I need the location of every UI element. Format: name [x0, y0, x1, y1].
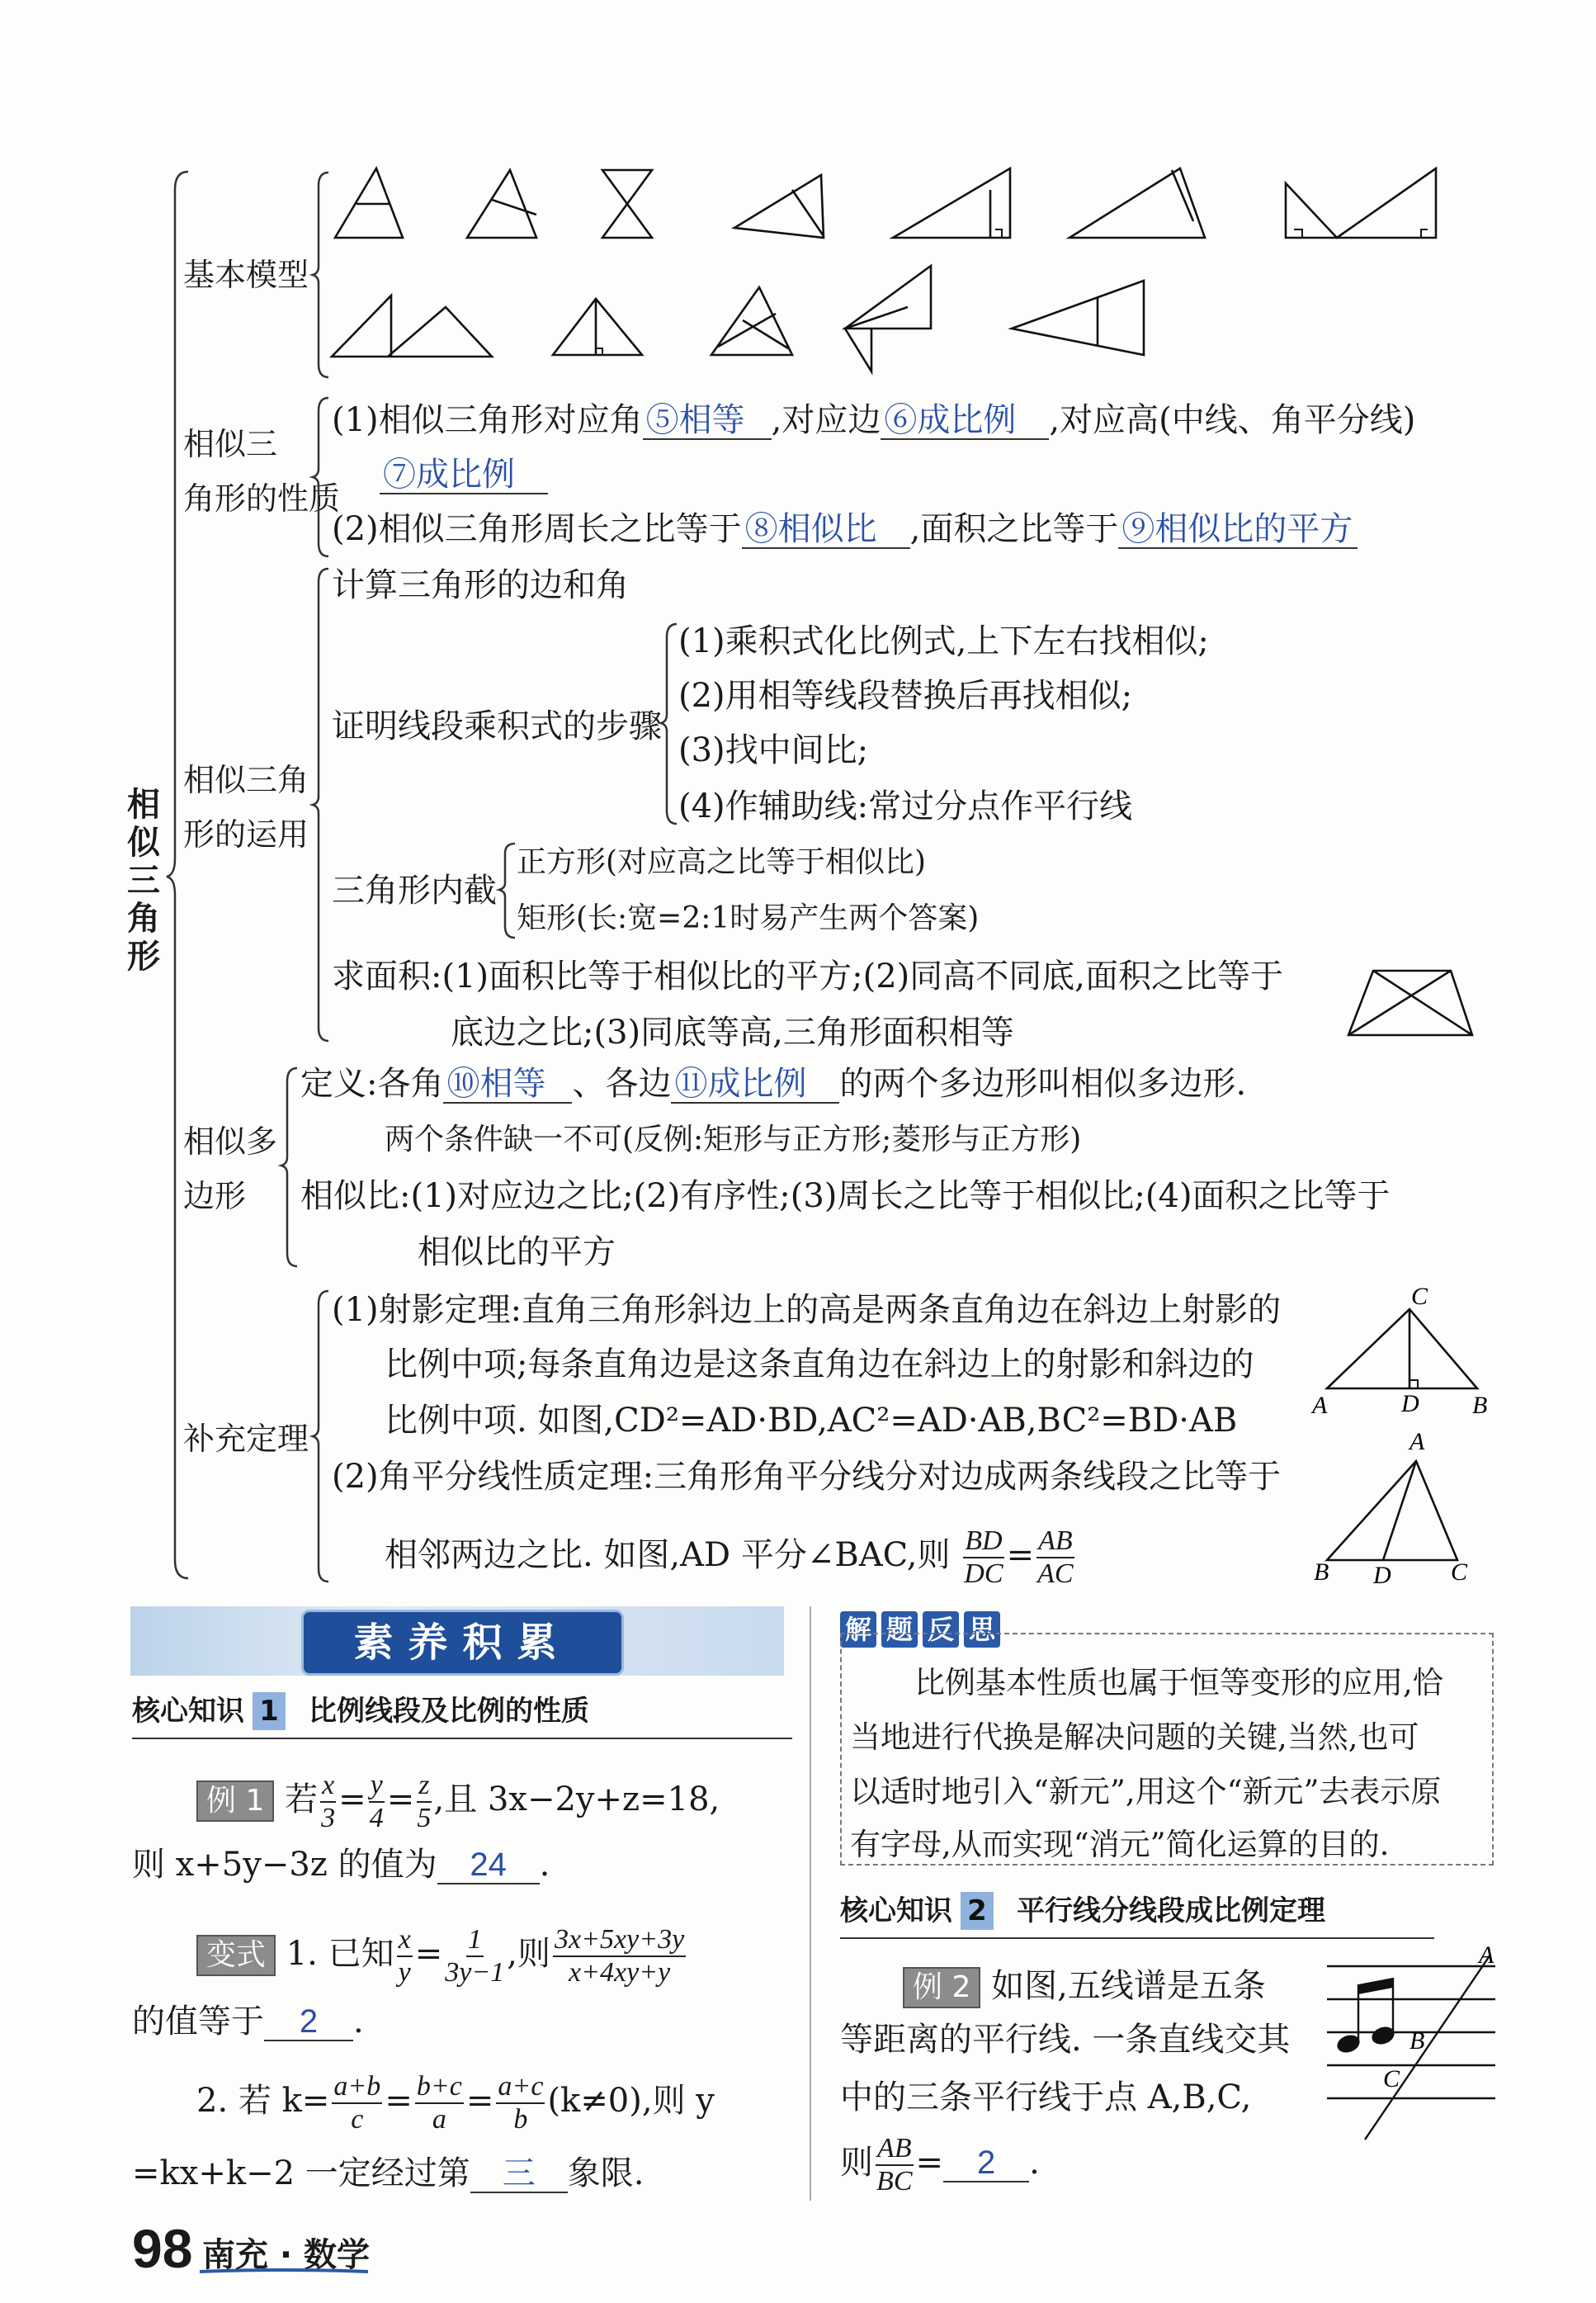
property-1-line [332, 400, 1415, 441]
frac-v1-3y-1: 3y−1 [445, 1957, 505, 1988]
frac-3: 3 [321, 1803, 336, 1833]
polygons-label-line1: 相似多 [183, 1123, 278, 1160]
applications-label-line2: 形的运用 [183, 816, 309, 853]
reflection-line-2: 当地进行代换是解决问题的关键,当然,也可 [850, 1719, 1419, 1755]
proof-step-2: (2)用相等线段替换后再找相似; [678, 677, 1133, 715]
app-proof: 证明线段乘积式的步骤 [332, 707, 662, 745]
fraction-ab-den: AC [1037, 1558, 1074, 1589]
app-inscribed: 三角形内截 [332, 872, 497, 910]
property-1-line2 [380, 454, 548, 495]
fig1-label-a: A [1312, 1392, 1328, 1419]
projection-figure [1312, 1283, 1494, 1419]
k2-number: 2 [961, 1892, 994, 1930]
example-2-tag: 例 2 [903, 1967, 980, 2008]
property-2-text-b: ,面积之比等于 [909, 510, 1119, 548]
frac-v1-den: x+4xy+y [569, 1957, 671, 1988]
frac-z: z [417, 1770, 431, 1803]
fig2-label-b: B [1314, 1558, 1329, 1586]
frac-v1-y: y [398, 1957, 411, 1988]
fig1-label-b: B [1472, 1392, 1488, 1419]
answer-6: ⑥成比例 [881, 402, 1049, 440]
fraction-expr [553, 1924, 686, 1989]
answer-7: ⑦成比例 [380, 456, 548, 494]
polygons-label-line2: 边形 [183, 1178, 247, 1214]
example-1-line2-text: 则 x+5y−3z 的值为 [132, 1846, 437, 1884]
frac-5: 5 [417, 1803, 432, 1833]
polygon-def-b: 、各边 [572, 1065, 672, 1103]
frac-y: y [369, 1770, 385, 1803]
fraction-ab-ac [1036, 1525, 1074, 1590]
k1-example-line1: 例 1 若 $\frac{x}{3}$ = $\frac{y}{4}$ = $\frac{z}{5}$ ,且 3x−2y+z=18, [196, 1766, 720, 1834]
fig2-label-c: C [1451, 1558, 1468, 1586]
reflect-tag-3: 反 [923, 1611, 959, 1648]
reflect-tag-4: 思 [964, 1611, 1000, 1648]
variant-1-text-b: ,则 [507, 1935, 550, 1973]
fraction-bd-dc [963, 1525, 1003, 1590]
fraction-x-3 [320, 1770, 336, 1834]
proof-step-4: (4)作辅助线:常过分点作平行线 [678, 787, 1133, 825]
fraction-ab-num: AB [1036, 1525, 1074, 1558]
fraction-b-c-a [415, 2071, 464, 2135]
footer-underline [198, 2268, 371, 2275]
frac-v2-3-den: b [513, 2104, 528, 2135]
k2-rule [840, 1937, 1434, 1940]
column-divider [809, 1606, 812, 2201]
inscribed-brace [498, 840, 517, 941]
example-1-text-a: 若 [285, 1780, 319, 1818]
frac-x: x [320, 1770, 336, 1803]
fraction-bd-den: DC [964, 1558, 1003, 1589]
k1-variant-2: 2. 若 k= $\frac{a+b}{c}$ = $\frac{b+c}{a}$ = $\frac{a+c}{b}$ (k≠0),则 y [196, 2071, 715, 2135]
k2-example-line2: 等距离的平行线. 一条直线交其 [840, 2021, 1291, 2059]
k2-label: 核心知识 [840, 1894, 952, 1927]
proof-step-3: (3)找中间比; [678, 731, 869, 769]
frac-v1-x: x [397, 1924, 413, 1957]
reflect-tag-2: 题 [881, 1611, 918, 1648]
banner-title: 素养积累 [301, 1610, 624, 1676]
app-calc: 计算三角形的边和角 [332, 566, 629, 604]
frac-v2-1-den: c [351, 2104, 364, 2135]
k1-label: 核心知识 [132, 1695, 244, 1728]
example-1-answer: 24 [437, 1847, 540, 1884]
k2-heading [840, 1890, 1325, 1932]
k2-example-line1 [903, 1963, 1266, 2009]
basic-models-label: 基本模型 [183, 257, 309, 293]
variant-2-line2-text-a: =kx+k−2 一定经过第 [132, 2154, 470, 2192]
variant-tag: 变式 [196, 1935, 276, 1976]
supplement-brace [312, 1288, 330, 1585]
example-1-tag: 例 1 [196, 1780, 274, 1822]
k2-example-line4: 则 $\frac{AB}{BC}$ = 2 . [840, 2133, 1040, 2197]
property-1-text-a: (1)相似三角形对应角 [332, 401, 643, 439]
fraction-x-y [397, 1924, 413, 1989]
polygon-def-c: 的两个多边形叫相似多边形. [839, 1065, 1247, 1103]
answer-11: ⑪成比例 [671, 1066, 839, 1104]
basic-model-figures [330, 165, 1452, 363]
reflection-line-1: 比例基本性质也属于恒等变形的应用,恰 [914, 1665, 1443, 1700]
supp-1-line1: (1)射影定理:直角三角形斜边上的高是两条直角边在斜边上射影的 [332, 1291, 1282, 1329]
property-1-text-b: ,对应边 [771, 401, 881, 439]
trapezoid-figure [1345, 966, 1477, 1040]
fraction-1-3y-1 [445, 1924, 504, 1989]
polygon-note: 两个条件缺一不可(反例:矩形与正方形;菱形与正方形) [385, 1123, 1082, 1156]
supp-2-text: 相邻两边之比. 如图,AD 平分∠BAC,则 [385, 1536, 951, 1574]
k1-rule [132, 1737, 792, 1740]
k1-example-line2: 则 x+5y−3z 的值为 24 . [132, 1846, 550, 1884]
frac-v1-1: 1 [466, 1924, 484, 1957]
k2-example-line3: 中的三条平行线于点 A,B,C, [840, 2078, 1252, 2116]
fraction-ab-bc [876, 2133, 914, 2197]
fraction-y-4 [369, 1770, 385, 1834]
staff-label-a: A [1479, 1941, 1494, 1969]
applications-label-line1: 相似三角 [183, 762, 309, 798]
fig2-label-a: A [1409, 1428, 1425, 1455]
app-area-2: 底边之比;(3)同底等高,三角形面积相等 [451, 1014, 1014, 1052]
music-staff-figure [1320, 1941, 1502, 2146]
k1-variant-1: 变式 1. 已知 $\frac{x}{y}$ = $\frac{1}{3y-1}$ ,则 $\frac{3x+5xy+3y}{x+4xy+y}$ [196, 1917, 688, 1991]
example-2-line1-text: 如图,五线谱是五条 [991, 1967, 1266, 2005]
inscribed-square: 正方形(对应高之比等于相似比) [517, 845, 927, 879]
k1-variant-2-line2 [132, 2153, 644, 2194]
supp-2-line2: 相邻两边之比. 如图,AD 平分∠BAC,则 $\frac{BD}{DC}$ = $\frac{AB}{AC}$ [385, 1525, 1074, 1589]
fig1-label-c: C [1411, 1283, 1428, 1310]
frac-v2-2-den: a [432, 2104, 446, 2135]
example-1-text-b: ,且 3x−2y+z=18, [433, 1780, 720, 1818]
variant-2-line2-text-b: 象限. [567, 2154, 645, 2192]
supp-1-line2: 比例中项;每条直角边是这条直角边在斜边上的射影和斜边的 [385, 1345, 1254, 1383]
fraction-bd-num: BD [963, 1525, 1003, 1558]
frac-4: 4 [369, 1803, 384, 1833]
variant-1-text-a: 1. 已知 [286, 1935, 394, 1973]
frac-v2-1-num: a+b [332, 2071, 382, 2104]
answer-10: ⑩相等 [443, 1066, 572, 1104]
polygons-brace [281, 1065, 299, 1271]
frac-bc: BC [876, 2166, 913, 2197]
example-2-line4-text: 则 [840, 2144, 873, 2182]
polygon-ratio-1: 相似比:(1)对应边之比;(2)有序性;(3)周长之比等于相似比;(4)面积之比等于 [300, 1177, 1391, 1215]
staff-label-c: C [1383, 2065, 1400, 2093]
staff-label-b: B [1409, 2027, 1425, 2055]
frac-v2-3-num: a+c [496, 2071, 545, 2104]
variant-1-answer: 2 [264, 2003, 353, 2041]
example-2-answer: 2 [943, 2145, 1029, 2182]
k2-title: 平行线分线段成比例定理 [1017, 1894, 1325, 1927]
frac-v2-2-num: b+c [415, 2071, 464, 2104]
variant-2-text-b: (k≠0),则 y [547, 2082, 715, 2120]
supplement-label: 补充定理 [183, 1421, 309, 1457]
footer-title: 南充 · 数学 [202, 2236, 371, 2274]
chapter-title: 相似三角形 [127, 786, 160, 976]
answer-5: ⑤相等 [643, 402, 772, 440]
k1-title: 比例线段及比例的性质 [309, 1695, 589, 1728]
supp-1-line3: 比例中项. 如图,CD²=AD·BD,AC²=AD·AB,BC²=BD·AB [385, 1402, 1238, 1440]
polygons-label [183, 1114, 277, 1223]
reflection-line-4: 有字母,从而实现“消元”简化运算的目的. [850, 1827, 1390, 1862]
chapter-brace [165, 165, 190, 1585]
basic-models-brace [312, 169, 330, 380]
fraction-a-b-c [332, 2071, 382, 2135]
answer-8: ⑧相似比 [742, 511, 910, 549]
polygon-definition [300, 1063, 1246, 1104]
answer-9: ⑨相似比的平方 [1118, 511, 1358, 549]
fraction-a-c-b [496, 2071, 545, 2135]
applications-brace [312, 565, 330, 1044]
applications-label [183, 753, 309, 862]
k1-variant-1-line2: 的值等于 2 . [132, 2003, 364, 2041]
properties-label-line1: 相似三 [183, 426, 278, 462]
variant-2-text-a: 2. 若 k= [196, 2082, 330, 2120]
bisector-figure [1312, 1428, 1477, 1589]
fig1-label-d: D [1401, 1390, 1419, 1417]
properties-brace [312, 395, 330, 560]
page-number: 98 [132, 2218, 193, 2279]
app-area-1: 求面积:(1)面积比等于相似比的平方;(2)同高不同底,面积之比等于 [332, 958, 1283, 995]
reflect-tag-1: 解 [840, 1611, 876, 1648]
properties-label-line2: 角形的性质 [183, 480, 341, 517]
proof-step-1: (1)乘积式化比例式,上下左右找相似; [678, 622, 1209, 660]
inscribed-rect: 矩形(长:宽=2:1时易产生两个答案) [517, 901, 980, 935]
polygon-ratio-2: 相似比的平方 [418, 1233, 616, 1271]
variant-2-answer: 三 [470, 2155, 568, 2193]
property-1-text-c: ,对应高(中线、角平分线) [1049, 401, 1416, 439]
proof-brace [660, 621, 678, 827]
supp-2-line1: (2)角平分线性质定理:三角形角平分线分对边成两条线段之比等于 [332, 1458, 1282, 1496]
fig2-label-d: D [1373, 1562, 1391, 1589]
polygon-def-a: 定义:各角 [300, 1065, 444, 1103]
reflection-line-3: 以适时地引入“新元”,用这个“新元”去表示原 [850, 1774, 1442, 1809]
frac-v1-num: 3x+5xy+3y [553, 1924, 686, 1957]
k1-heading [132, 1691, 589, 1732]
property-2-line [332, 508, 1358, 550]
frac-ab: AB [876, 2133, 914, 2166]
property-2-text-a: (2)相似三角形周长之比等于 [332, 510, 742, 548]
fraction-z-5 [417, 1770, 431, 1834]
k1-number: 1 [253, 1692, 286, 1730]
variant-1-line2-text: 的值等于 [132, 2003, 264, 2041]
